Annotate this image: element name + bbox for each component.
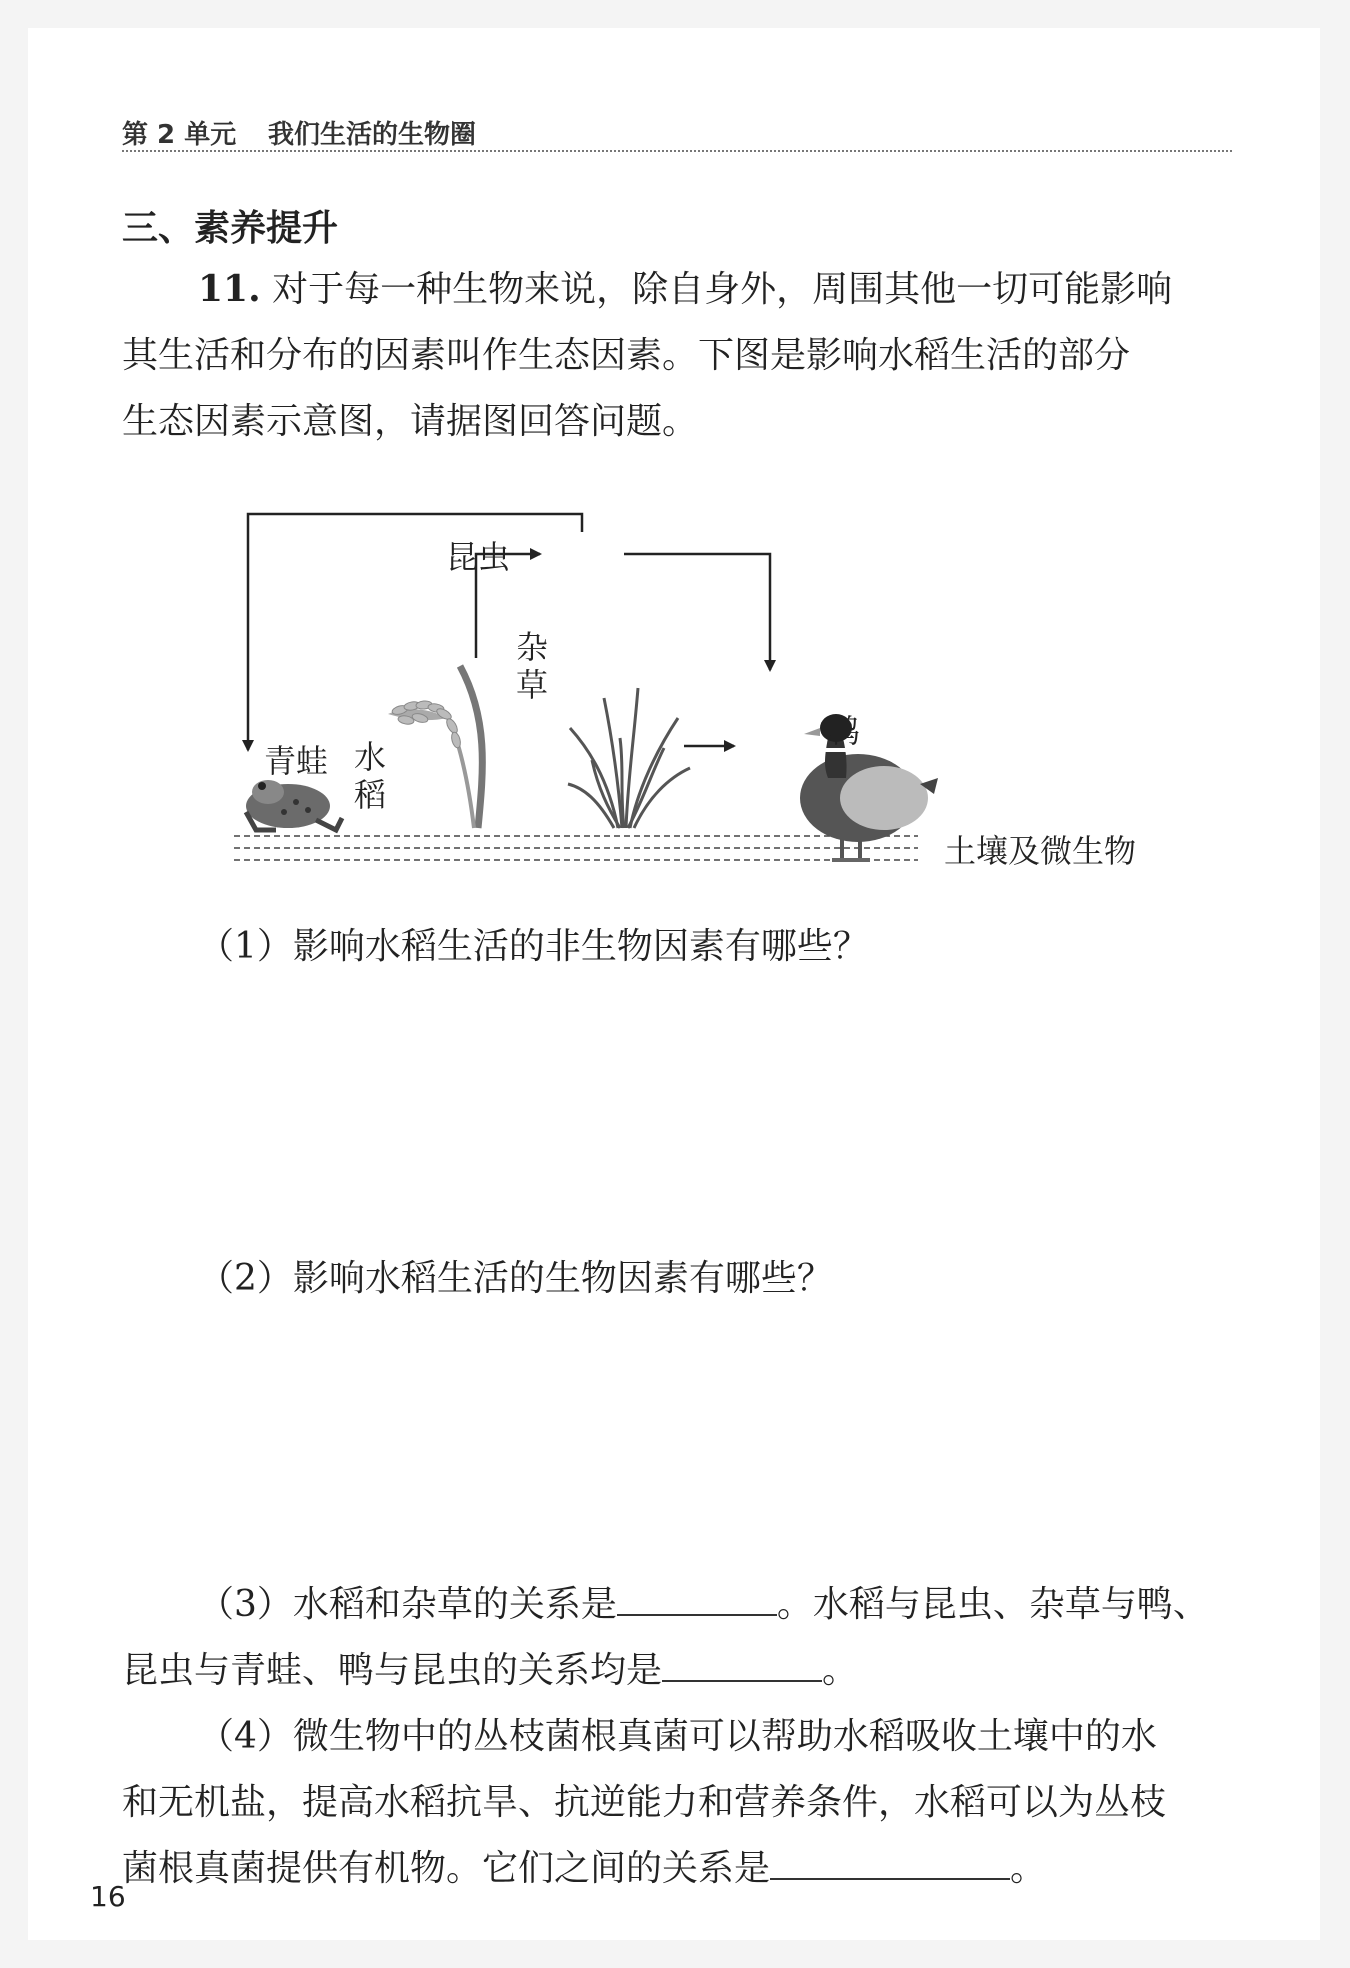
q4-end: 。 — [1010, 1848, 1047, 1889]
ecology-diagram — [218, 498, 1188, 878]
duck-label: 鸭 — [828, 712, 861, 750]
q4-line-1: （4）微生物中的丛枝菌根真菌可以帮助水稻吸收土壤中的水 — [198, 1716, 1157, 1757]
weed-icon — [568, 688, 690, 828]
q3-text-1: （3）水稻和杂草的关系是 — [198, 1584, 617, 1625]
stem-line-3: 生态因素示意图，请据图回答问题。 — [122, 401, 699, 442]
question-stem — [122, 256, 1242, 455]
subquestion-2: （2）影响水稻生活的生物因素有哪些？ — [198, 1258, 833, 1299]
diagram-graphics — [218, 498, 1188, 878]
weed-label: 杂草 — [515, 628, 548, 704]
rice-label: 水稻 — [353, 738, 386, 814]
chapter-title: 我们生活的生物圈 — [268, 120, 477, 150]
q3-text-3: 昆虫与青蛙、鸭与昆虫的关系均是 — [122, 1650, 663, 1691]
subquestion-1: （1）影响水稻生活的非生物因素有哪些？ — [198, 926, 869, 967]
soil-lines — [234, 836, 918, 860]
page — [28, 28, 1320, 1940]
q4-line-2: 和无机盐，提高水稻抗旱、抗逆能力和营养条件，水稻可以为丛枝 — [122, 1782, 1167, 1823]
stem-line-2: 其生活和分布的因素叫作生态因素。下图是影响水稻生活的部分 — [122, 335, 1131, 376]
rice-plant-icon — [388, 666, 482, 828]
page-header — [122, 114, 1232, 152]
stem-line-1: 对于每一种生物来说，除自身外，周围其他一切可能影响 — [272, 269, 1173, 310]
answer-blank-3[interactable] — [770, 1844, 1010, 1880]
q3-text-2: 。水稻与昆虫、杂草与鸭、 — [776, 1584, 1209, 1625]
duck-icon — [800, 714, 938, 860]
unit-label: 第 2 单元 — [122, 120, 237, 150]
question-number: 11. — [198, 268, 261, 310]
soil-label: 土壤及微生物 — [944, 832, 1137, 870]
arrow-insect-to-duck — [624, 554, 770, 670]
page-number: 16 — [90, 1880, 126, 1913]
answer-blank-1[interactable] — [617, 1580, 777, 1616]
q4-line-3: 菌根真菌提供有机物。它们之间的关系是 — [122, 1848, 771, 1889]
frog-icon — [246, 780, 342, 830]
insect-label: 昆虫 — [446, 538, 511, 576]
subquestion-4 — [122, 1704, 1242, 1902]
answer-blank-2[interactable] — [662, 1646, 822, 1682]
section-title: 三、素养提升 — [122, 208, 339, 249]
frog-label: 青蛙 — [264, 742, 329, 780]
q3-text-4: 。 — [822, 1650, 859, 1691]
subquestion-3 — [122, 1572, 1242, 1704]
